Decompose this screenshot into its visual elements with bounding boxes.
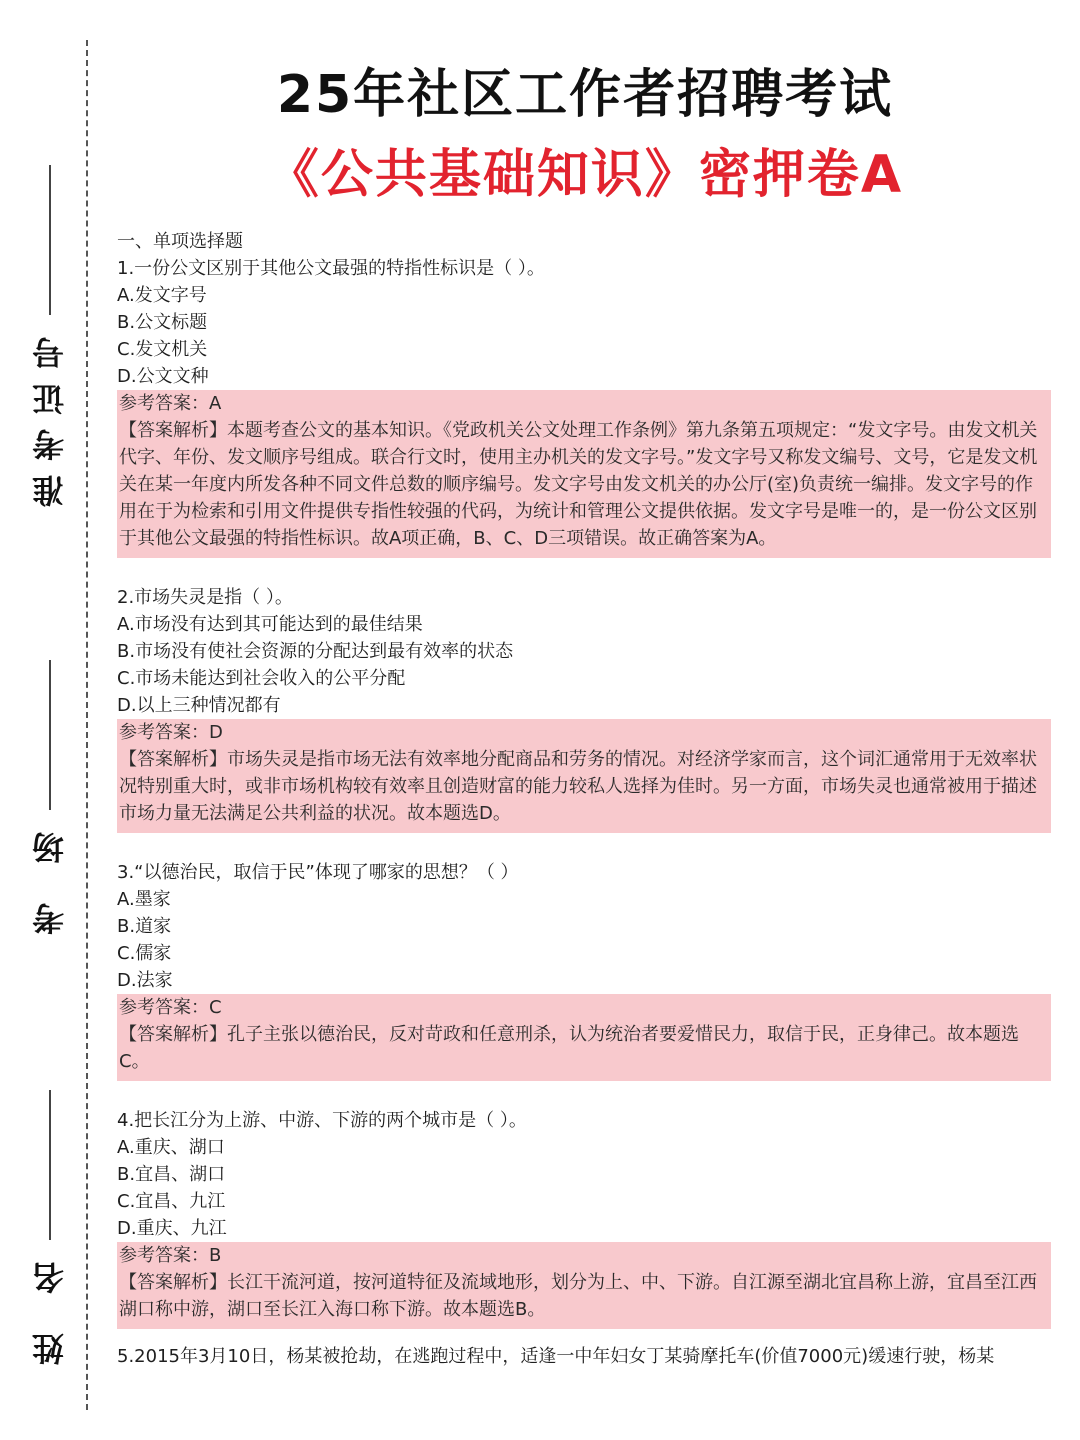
answer-label: 参考答案：A — [119, 393, 222, 414]
answer-box — [117, 994, 1051, 1081]
answer-explanation: 【答案解析】孔子主张以德治民，反对苛政和任意刑杀，认为统治者要爱惜民力，取信于民，正身律己。故本题选C。 — [119, 1024, 1019, 1072]
question-block — [117, 255, 1051, 558]
side-underline — [49, 165, 51, 315]
answer-explanation: 【答案解析】长江干流河道，按河道特征及流域地形，划分为上、中、下游。自江源至湖北宜昌称上游，宜昌至江西湖口称中游，湖口至长江入海口称下游。故本题选B。 — [119, 1272, 1037, 1320]
side-label-exam-room: 考 场 — [31, 818, 69, 936]
option: C.儒家 — [117, 943, 172, 964]
option: C.发文机关 — [117, 339, 208, 360]
option: A.发文字号 — [117, 285, 207, 306]
option: A.市场没有达到其可能达到的最佳结果 — [117, 614, 423, 635]
option: B.公文标题 — [117, 312, 208, 333]
option: D.以上三种情况都有 — [117, 695, 281, 716]
option: D.重庆、九江 — [117, 1218, 227, 1239]
option: A.重庆、湖口 — [117, 1137, 225, 1158]
question-stem: 4.把长江分为上游、中游、下游的两个城市是（ ）。 — [117, 1110, 527, 1131]
option: A.墨家 — [117, 889, 171, 910]
section-heading: 一、单项选择题 — [117, 231, 243, 252]
option: D.法家 — [117, 970, 173, 991]
side-label-exam-number: 准考证号 — [31, 323, 69, 507]
question-stem: 2.市场失灵是指（ ）。 — [117, 587, 293, 608]
binding-dashed-line — [86, 40, 88, 1410]
question-list — [117, 228, 1051, 1370]
answer-explanation: 【答案解析】本题考查公文的基本知识。《党政机关公文处理工作条例》第九条第五项规定：“发文字号。由发文机关代字、年份、发文顺序号组成。联合行文时，使用主办机关的发文字号。”发文字号又称发文编号、文号，它是发文机关在某一年度内所发各种不同文件总数的顺序编号。发文字号由发文机关的办公厅(室)负责统一编排。发文字号的作用在于为检索和引用文件提供专指性较强的代码，为统计和管理公文提供依据。发文字号是唯一的，是一份公文区别于其他公文最强的特指性标识。故A项正确，B、C、D三项错误。故正确答案为A。 — [119, 420, 1038, 549]
question-block — [117, 1107, 1051, 1329]
question-stem: 5.2015年3月10日，杨某被抢劫，在逃跑过程中，适逢一中年妇女丁某骑摩托车(价值7000元)缓速行驶，杨某 — [117, 1346, 995, 1367]
answer-box — [117, 719, 1051, 833]
side-field-exam-number — [20, 165, 80, 507]
option: B.宜昌、湖口 — [117, 1164, 226, 1185]
side-underline — [49, 1090, 51, 1240]
side-underline — [49, 660, 51, 810]
answer-label: 参考答案：B — [119, 1245, 222, 1266]
side-field-name — [20, 1090, 80, 1365]
option: D.公文文种 — [117, 366, 209, 387]
answer-box — [117, 390, 1051, 558]
page-title: 25年社区工作者招聘考试 — [276, 65, 894, 125]
answer-explanation: 【答案解析】市场失灵是指市场无法有效率地分配商品和劳务的情况。对经济学家而言，这个词汇通常用于无效率状况特别重大时，或非市场机构较有效率且创造财富的能力较私人选择为佳时。另一方面，市场失灵也通常被用于描述市场力量无法满足公共利益的状况。故本题选D。 — [119, 749, 1037, 824]
answer-label: 参考答案：C — [119, 997, 222, 1018]
answer-label: 参考答案：D — [119, 722, 223, 743]
option: B.市场没有使社会资源的分配达到最有效率的状态 — [117, 641, 514, 662]
question-block — [117, 584, 1051, 833]
side-field-exam-room — [20, 660, 80, 935]
question-stem: 3.“以德治民，取信于民”体现了哪家的思想？（ ） — [117, 862, 519, 883]
page-subtitle: 《公共基础知识》密押卷A — [266, 145, 904, 205]
option: C.市场未能达到社会收入的公平分配 — [117, 668, 406, 689]
answer-box — [117, 1242, 1051, 1329]
option: B.道家 — [117, 916, 172, 937]
option: C.宜昌、九江 — [117, 1191, 226, 1212]
question-stem: 1.一份公文区别于其他公文最强的特指性标识是（ ）。 — [117, 258, 545, 279]
side-label-name: 姓 名 — [31, 1248, 69, 1366]
question-block — [117, 859, 1051, 1081]
